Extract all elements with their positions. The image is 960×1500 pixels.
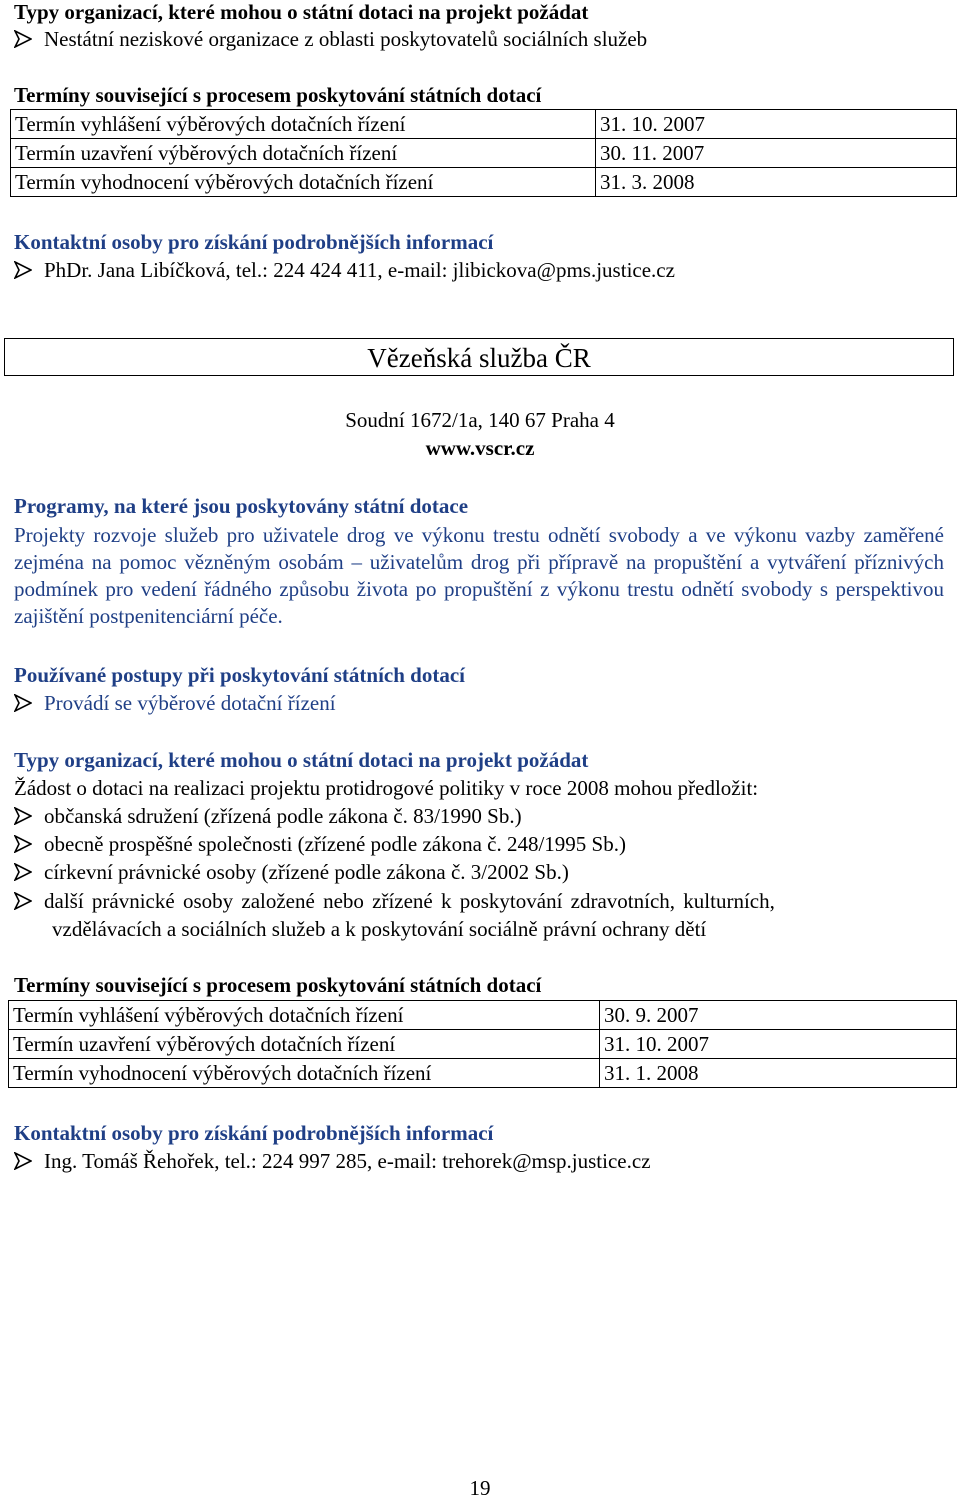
arrow-bullet-icon — [14, 892, 32, 910]
arrow-bullet-icon — [14, 694, 32, 712]
section2-terms-table — [8, 1000, 957, 1088]
section1-terms-table — [10, 109, 957, 197]
arrow-bullet-icon — [14, 1152, 32, 1170]
arrow-bullet-icon — [14, 261, 32, 279]
programs-text: Projekty rozvoje služeb pro uživatele drog ve výkonu trestu odnětí svobody a ve výkonu vazby zaměřené zejména na pomoc vězněným osobám – uživatelům drog při přípravě na propuštění a vytváření příznivých podmínek pro vedení řádného způsobu života po propuštění z výkonu trestu odnětí svobody s perspektivou zajištění postpenitenciární péče. — [14, 523, 944, 628]
institution-address: Soudní 1672/1a, 140 67 Praha 4 — [345, 408, 615, 432]
list-item — [14, 858, 569, 886]
list-item-text: Provádí se výběrové dotační řízení — [44, 691, 336, 715]
section2-contact-item — [14, 1147, 651, 1175]
term-label: Termín vyhlášení výběrových dotačních řízení — [9, 1001, 600, 1030]
orgs-intro: Žádost o dotaci na realizaci projektu protidrogové politiky v roce 2008 mohou předložit: — [14, 776, 759, 800]
procedures-item — [14, 689, 336, 717]
section1-contact-heading: Kontaktní osoby pro získání podrobnějších informací — [14, 230, 494, 254]
table-row — [11, 168, 957, 197]
term-date: 30. 11. 2007 — [596, 139, 957, 168]
table-row — [11, 110, 957, 139]
contact-text: PhDr. Jana Libíčková, tel.: 224 424 411, e-mail: jlibickova@pms.justice.cz — [44, 258, 675, 282]
section1-orgs-item — [14, 25, 647, 53]
arrow-bullet-icon — [14, 863, 32, 881]
institution-web: www.vscr.cz — [425, 436, 535, 460]
term-label: Termín uzavření výběrových dotačních řízení — [9, 1030, 600, 1059]
page-number: 19 — [469, 1476, 491, 1500]
procedures-heading: Používané postupy při poskytování státních dotací — [14, 663, 465, 687]
list-item-text: Nestátní neziskové organizace z oblasti poskytovatelů sociálních služeb — [44, 27, 648, 51]
section2-contact-heading: Kontaktní osoby pro získání podrobnějších informací — [14, 1121, 494, 1145]
term-date: 31. 10. 2007 — [600, 1030, 957, 1059]
section1-contact-item — [14, 256, 675, 284]
section1-terms-heading: Termíny související s procesem poskytování státních dotací — [14, 83, 542, 107]
table-row — [11, 139, 957, 168]
list-item-continuation: vzdělávacích a sociálních služeb a k poskytování sociálně právní ochrany dětí — [52, 917, 707, 941]
programs-heading: Programy, na které jsou poskytovány státní dotace — [14, 494, 469, 518]
term-date: 31. 1. 2008 — [600, 1059, 957, 1088]
term-date: 31. 3. 2008 — [596, 168, 957, 197]
list-item-text: církevní právnické osoby (zřízené podle zákona č. 3/2002 Sb.) — [44, 860, 569, 884]
term-date: 30. 9. 2007 — [600, 1001, 957, 1030]
list-item — [14, 802, 522, 830]
institution-title: Vězeňská služba ČR — [4, 338, 954, 376]
term-date: 31. 10. 2007 — [596, 110, 957, 139]
term-label: Termín uzavření výběrových dotačních řízení — [11, 139, 596, 168]
term-label: Termín vyhodnocení výběrových dotačních řízení — [11, 168, 596, 197]
list-item-text: obecně prospěšné společnosti (zřízené podle zákona č. 248/1995 Sb.) — [44, 832, 626, 856]
term-label: Termín vyhodnocení výběrových dotačních řízení — [9, 1059, 600, 1088]
section1-orgs-heading: Typy organizací, které mohou o státní dotaci na projekt požádat — [14, 0, 589, 24]
list-item — [14, 830, 626, 858]
arrow-bullet-icon — [14, 30, 32, 48]
table-row — [9, 1059, 957, 1088]
arrow-bullet-icon — [14, 835, 32, 853]
section2-terms-heading: Termíny související s procesem poskytování státních dotací — [14, 973, 542, 997]
term-label: Termín vyhlášení výběrových dotačních řízení — [11, 110, 596, 139]
list-item — [14, 887, 944, 915]
table-row — [9, 1030, 957, 1059]
list-item-text: další právnické osoby založené nebo zřízené k poskytování zdravotních, kulturních, — [44, 889, 775, 913]
section2-orgs-heading: Typy organizací, které mohou o státní dotaci na projekt požádat — [14, 748, 589, 772]
table-row — [9, 1001, 957, 1030]
list-item-text: občanská sdružení (zřízená podle zákona č. 83/1990 Sb.) — [44, 804, 522, 828]
contact-text: Ing. Tomáš Řehořek, tel.: 224 997 285, e-mail: trehorek@msp.justice.cz — [44, 1149, 651, 1173]
arrow-bullet-icon — [14, 807, 32, 825]
